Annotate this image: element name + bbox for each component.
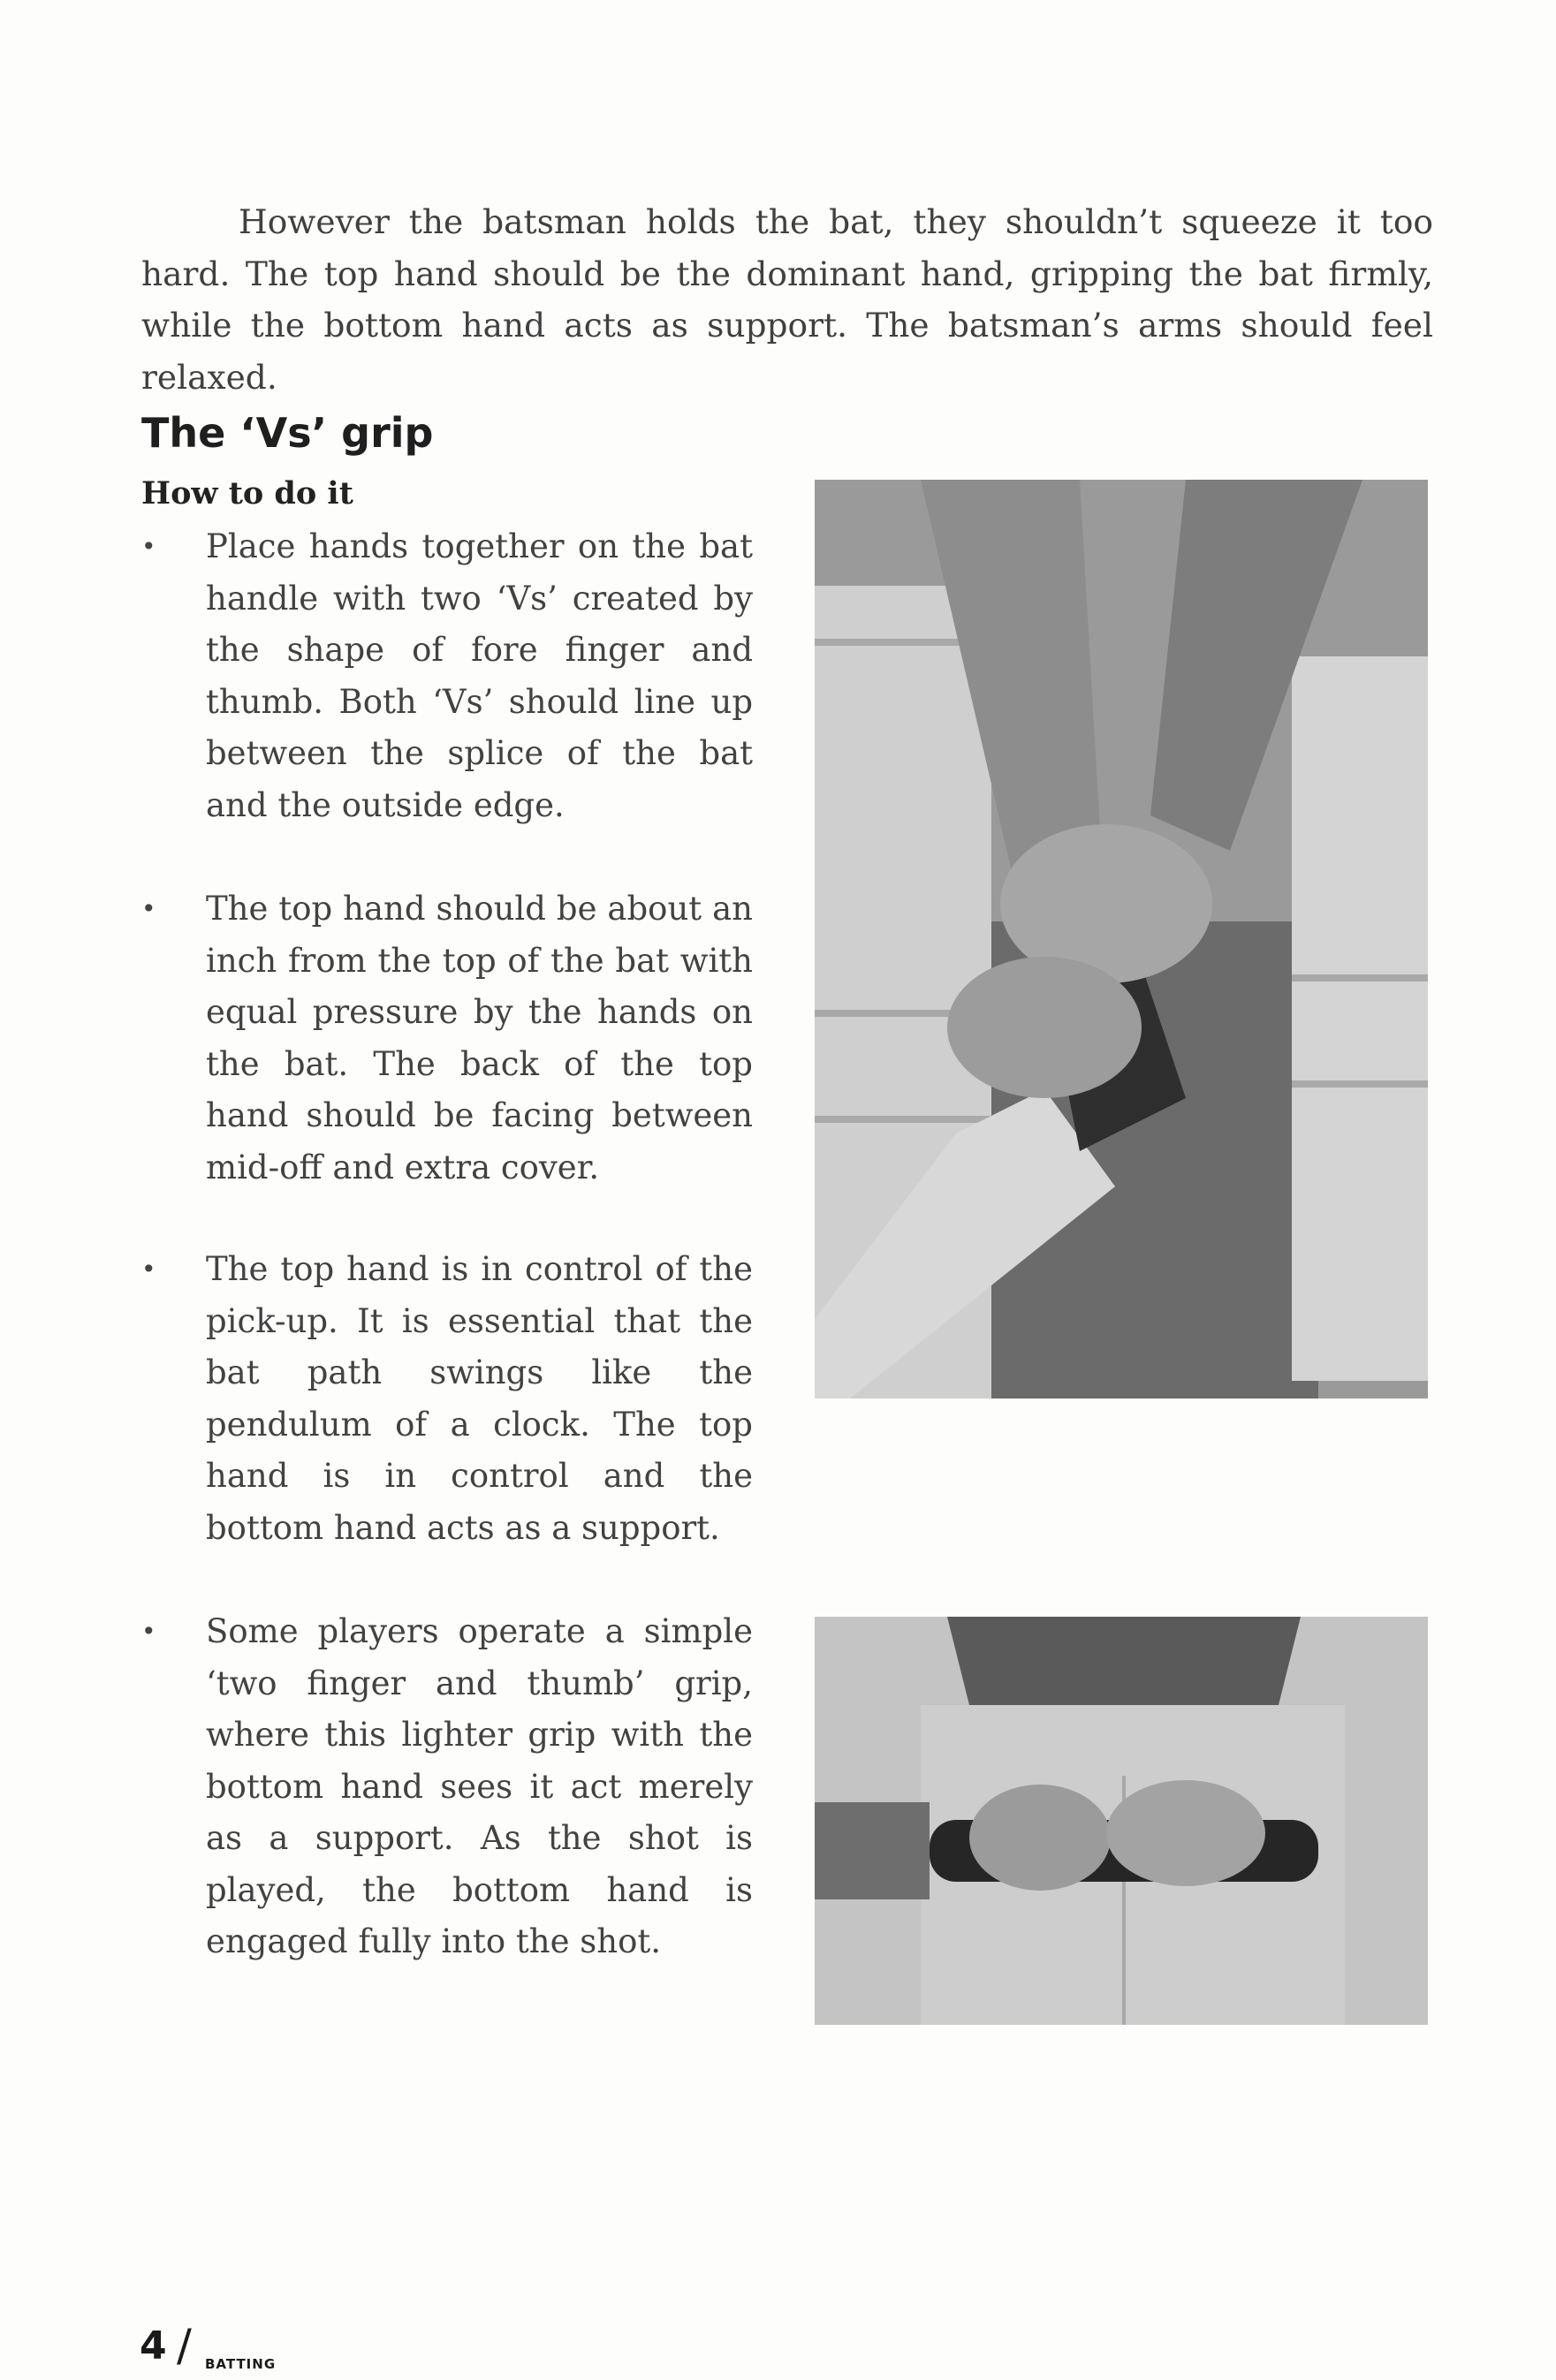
photo-two-finger-grip [815,1617,1428,2025]
bullet-marker: • [141,1254,156,1284]
footer-section-label: BATTING [205,2356,277,2372]
list-item-text: Some players operate a simple ‘two finger and thumb’ grip, where this lighter grip with the bottom hand sees it act merely as a support. As the shot is played, the bottom hand is engaged fully into the shot. [206,1612,753,1960]
bullet-marker: • [141,894,156,923]
photo-two-finger-grip-illustration [815,1617,1428,2025]
list-item [141,1606,753,1968]
list-item-text: Place hands together on the bat handle with two ‘Vs’ created by the shape of fore finger and thumb. Both ‘Vs’ should line up between the splice of the bat and the outside edge. [206,527,753,824]
section-subheading: How to do it [141,475,353,512]
bullet-marker: • [141,532,156,561]
photo-vs-grip [815,480,1428,1398]
photo-vs-grip-illustration [815,480,1428,1398]
section-heading: The ‘Vs’ grip [141,409,434,457]
footer-separator: / [177,2320,192,2371]
list-item [141,1244,753,1554]
list-item-text: The top hand is in control of the pick-up. It is essential that the bat path swings like the pendulum of a clock. The top hand is in control and the bottom hand acts as a support. [206,1250,753,1547]
intro-paragraph: However the batsman holds the bat, they shouldn’t squeeze it too hard. The top hand should be the dominant hand, gripping the bat firmly, while the bottom hand acts as support. The batsman’s arms should feel relaxed. [141,202,1433,397]
bullet-marker: • [141,1617,156,1646]
list-item [141,883,753,1194]
list-item-text: The top hand should be about an inch from the top of the bat with equal pressure by the hands on the bat. The back of the top hand should be facing between mid-off and extra cover. [206,890,753,1186]
list-item [141,521,753,831]
page-number: 4 [140,2323,167,2369]
